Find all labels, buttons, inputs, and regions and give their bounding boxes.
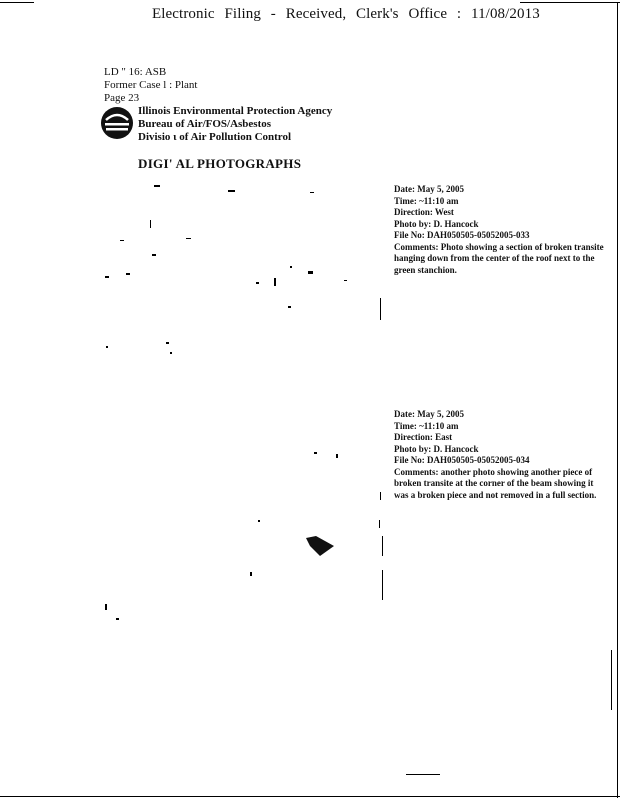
former-case: Former Case l : Plant	[104, 79, 198, 91]
photo-2	[100, 410, 384, 625]
photo-1	[100, 180, 384, 370]
photo-speck	[228, 190, 235, 192]
agency-bureau: Bureau of Air/FOS/Asbestos	[138, 118, 272, 130]
margin-mark	[611, 650, 612, 710]
photo-speck	[120, 240, 124, 241]
photo-speck	[382, 570, 383, 600]
photo-speck	[344, 280, 347, 281]
photo-2-date: Date: May 5, 2005	[394, 409, 464, 419]
filing-stamp: Electronic Filing - Received, Clerk's Office : 11/08/2013	[152, 6, 540, 22]
photo-speck	[105, 604, 107, 610]
photo-speck	[154, 185, 160, 187]
footer-rule	[406, 774, 440, 775]
photo-speck	[290, 266, 292, 268]
photo-2-photographer: Photo by: D. Hancock	[394, 443, 479, 454]
photo-speck	[170, 352, 172, 354]
photo-speck	[258, 520, 260, 522]
photo-speck	[274, 278, 276, 286]
page-title: DIGI' AL PHOTOGRAPHS	[138, 156, 302, 171]
photo-speck	[105, 276, 109, 278]
photo-1-comments: Comments: Photo showing a section of broken transite hanging down from the center of the roof next to the green stanchion.	[394, 241, 604, 275]
page-number: Page 23	[104, 92, 140, 104]
photo-speck	[250, 572, 252, 576]
photo-speck	[116, 618, 119, 620]
photo-1-date: Date: May 5, 2005	[394, 184, 464, 194]
photo-speck	[310, 192, 314, 193]
photo-dark-fragment	[306, 536, 336, 558]
photo-1-time: Time: ~11:10 am	[394, 195, 459, 206]
photo-speck	[288, 306, 291, 308]
document-id: LD " 16: ASB	[104, 66, 167, 78]
photo-speck	[186, 238, 191, 239]
agency-division: Divisio ι of Air Pollution Control	[138, 131, 292, 143]
photo-speck	[256, 282, 259, 284]
photo-speck	[336, 454, 338, 458]
photo-2-caption	[394, 409, 604, 501]
photo-2-comments: Comments: another photo showing another piece of broken transite at the corner of the beam showing it was a broken piece and not removed in a full section.	[394, 466, 597, 500]
photo-speck	[150, 220, 151, 228]
photo-1-caption	[394, 184, 604, 276]
photo-speck	[166, 342, 169, 344]
photo-2-file-number: File No: DAH050505-05052005-034	[394, 455, 530, 465]
photo-speck	[379, 520, 380, 528]
photo-speck	[106, 346, 108, 348]
photo-speck	[314, 452, 317, 454]
photo-1-direction: Direction: West	[394, 207, 454, 217]
top-left-rule	[0, 2, 34, 3]
photo-speck	[152, 254, 156, 256]
top-right-rule	[520, 2, 620, 3]
photo-speck	[380, 492, 381, 500]
agency-name: Illinois Environmental Protection Agency	[138, 105, 333, 117]
photo-1-photographer: Photo by: D. Hancock	[394, 218, 479, 229]
photo-2-time: Time: ~11:10 am	[394, 420, 459, 431]
photo-1-file-number: File No: DAH050505-05052005-033	[394, 230, 530, 240]
illinois-epa-logo-icon	[100, 106, 134, 140]
right-edge-rule	[617, 2, 618, 798]
photo-speck	[380, 298, 381, 320]
photo-speck	[382, 536, 383, 556]
photo-speck	[308, 271, 313, 274]
photo-speck	[126, 273, 130, 275]
photo-2-direction: Direction: East	[394, 432, 453, 442]
bottom-rule	[0, 796, 620, 797]
